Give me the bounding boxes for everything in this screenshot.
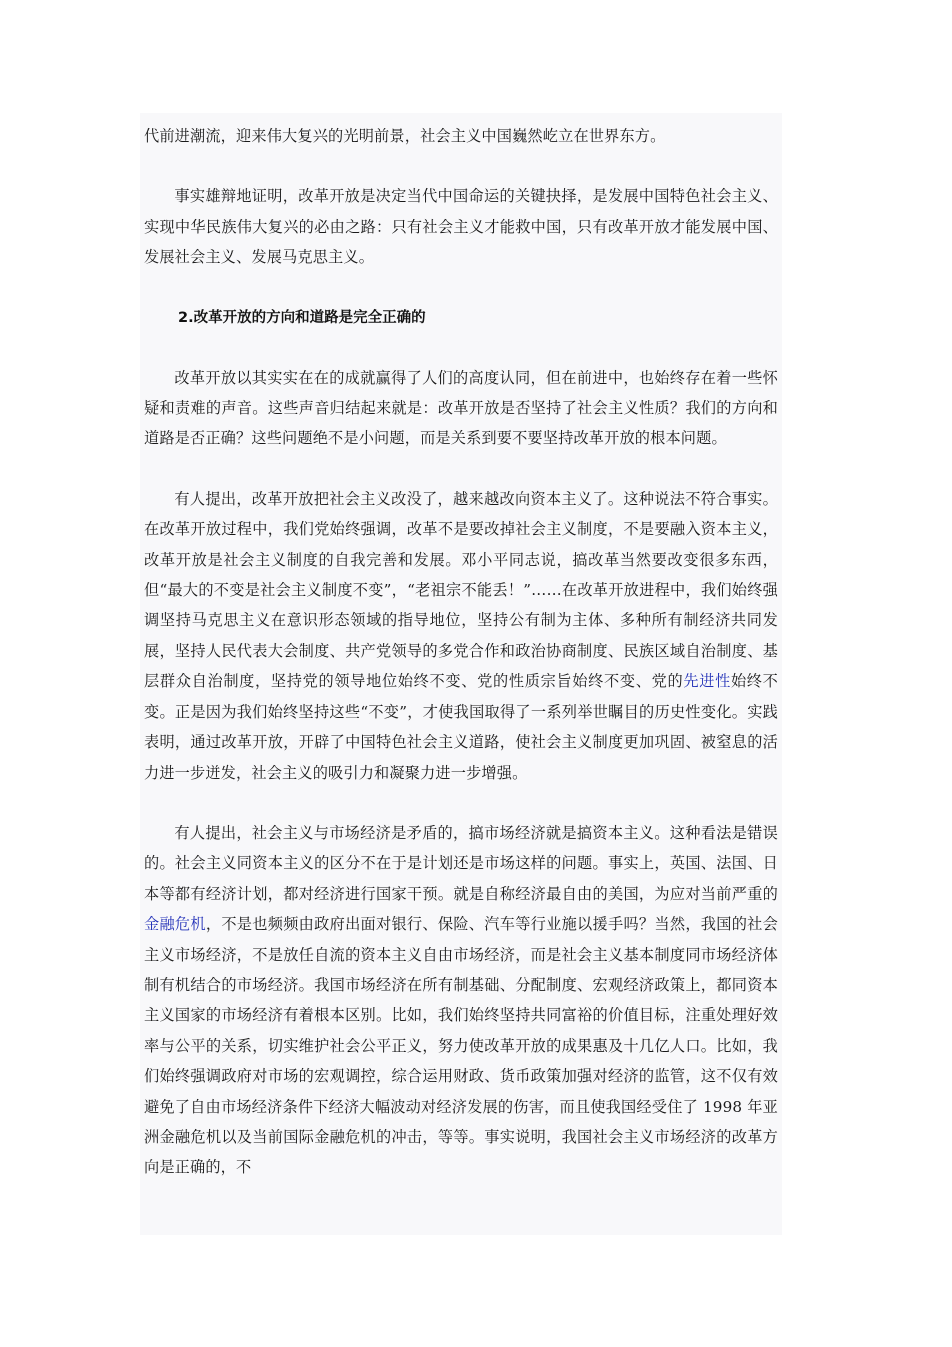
link-financial-crisis[interactable]: 金融危机 [144, 915, 206, 934]
paragraph-text: ，不是也频频由政府出面对银行、保险、汽车等行业施以援手吗？当然，我国的社会主义市场经济，不是放任自流的资本主义自由市场经济，而是社会主义基本制度同市场经济体制有机结合的市场经济。我国市场经济在所有制基础、分配制度、宏观经济政策上，都同资本主义国家的市场经济有着根本区别。比如，我们始终坚持共同富裕的价值目标，注重处理好效率与公平的关系，切实维护社会公平正义，努力使改革开放的成果惠及十几亿人口。比如，我们始终强调政府对市场的宏观调控，综合运用财政、货币政策加强对经济的监管，这不仅有效避免了自由市场经济条件下经济大幅波动对经济发展的伤害，而且使我国经受住了 1998 年亚洲金融危机以及当前国际金融危机的冲击，等等。事实说明，我国社会主义市场经济的改革方向是正确的，不 [144, 915, 778, 1177]
link-advanced-nature[interactable]: 先进性 [683, 672, 731, 691]
paragraph-gap [144, 151, 778, 181]
paragraph-gap [144, 333, 778, 363]
paragraph-gap [144, 273, 778, 303]
section-heading: 2.改革开放的方向和道路是完全正确的 [178, 309, 426, 326]
paragraph-text: 有人提出，社会主义与市场经济是矛盾的，搞市场经济就是搞资本主义。这种看法是错误的。社会主义同资本主义的区分不在于是计划还是市场这样的问题。事实上，英国、法国、日本等都有经济计划，都对经济进行国家干预。就是自称经济最自由的美国，为应对当前严重的 [144, 823, 778, 903]
paragraph-gap [144, 788, 778, 818]
paragraph-gap [144, 454, 778, 484]
paragraph-market-economy [144, 818, 778, 1183]
paragraph-text: 有人提出，改革开放把社会主义改没了，越来越改向资本主义了。这种说法不符合事实。在改革开放过程中，我们党始终强调，改革不是要改掉社会主义制度，不是要融入资本主义，改革开放是社会主义制度的自我完善和发展。邓小平同志说，搞改革当然要改变很多东西，但“最大的不变是社会主义制度不变”，“老祖宗不能丢！”……在改革开放进程中，我们始终强调坚持马克思主义在意识形态领域的指导地位，坚持公有制为主体、多种所有制经济共同发展，坚持人民代表大会制度、共产党领导的多党合作和政治协商制度、民族区域自治制度、基层群众自治制度，坚持党的领导地位始终不变、党的性质宗旨始终不变、党的 [144, 489, 778, 691]
paragraph-socialism [144, 484, 778, 788]
paragraph-continuation: 代前进潮流，迎来伟大复兴的光明前景，社会主义中国巍然屹立在世界东方。 [144, 127, 666, 145]
paragraph-text: 始终不变。正是因为我们始终坚持这些“不变”，才使我国取得了一系列举世瞩目的历史性变化。实践表明，通过改革开放，开辟了中国特色社会主义道路，使社会主义制度更加巩固、被窒息的活力进一步迸发，社会主义的吸引力和凝聚力进一步增强。 [144, 672, 779, 782]
article-body [140, 113, 782, 1235]
paragraph-conclusion: 事实雄辩地证明，改革开放是决定当代中国命运的关键抉择，是发展中国特色社会主义、实现中华民族伟大复兴的必由之路：只有社会主义才能救中国，只有改革开放才能发展中国、发展社会主义、发展马克思主义。 [144, 187, 778, 267]
paragraph-doubts: 改革开放以其实实在在的成就赢得了人们的高度认同，但在前进中，也始终存在着一些怀疑和责难的声音。这些声音归结起来就是：改革开放是否坚持了社会主义性质？我们的方向和道路是否正确？这些问题绝不是小问题，而是关系到要不要坚持改革开放的根本问题。 [144, 368, 778, 448]
